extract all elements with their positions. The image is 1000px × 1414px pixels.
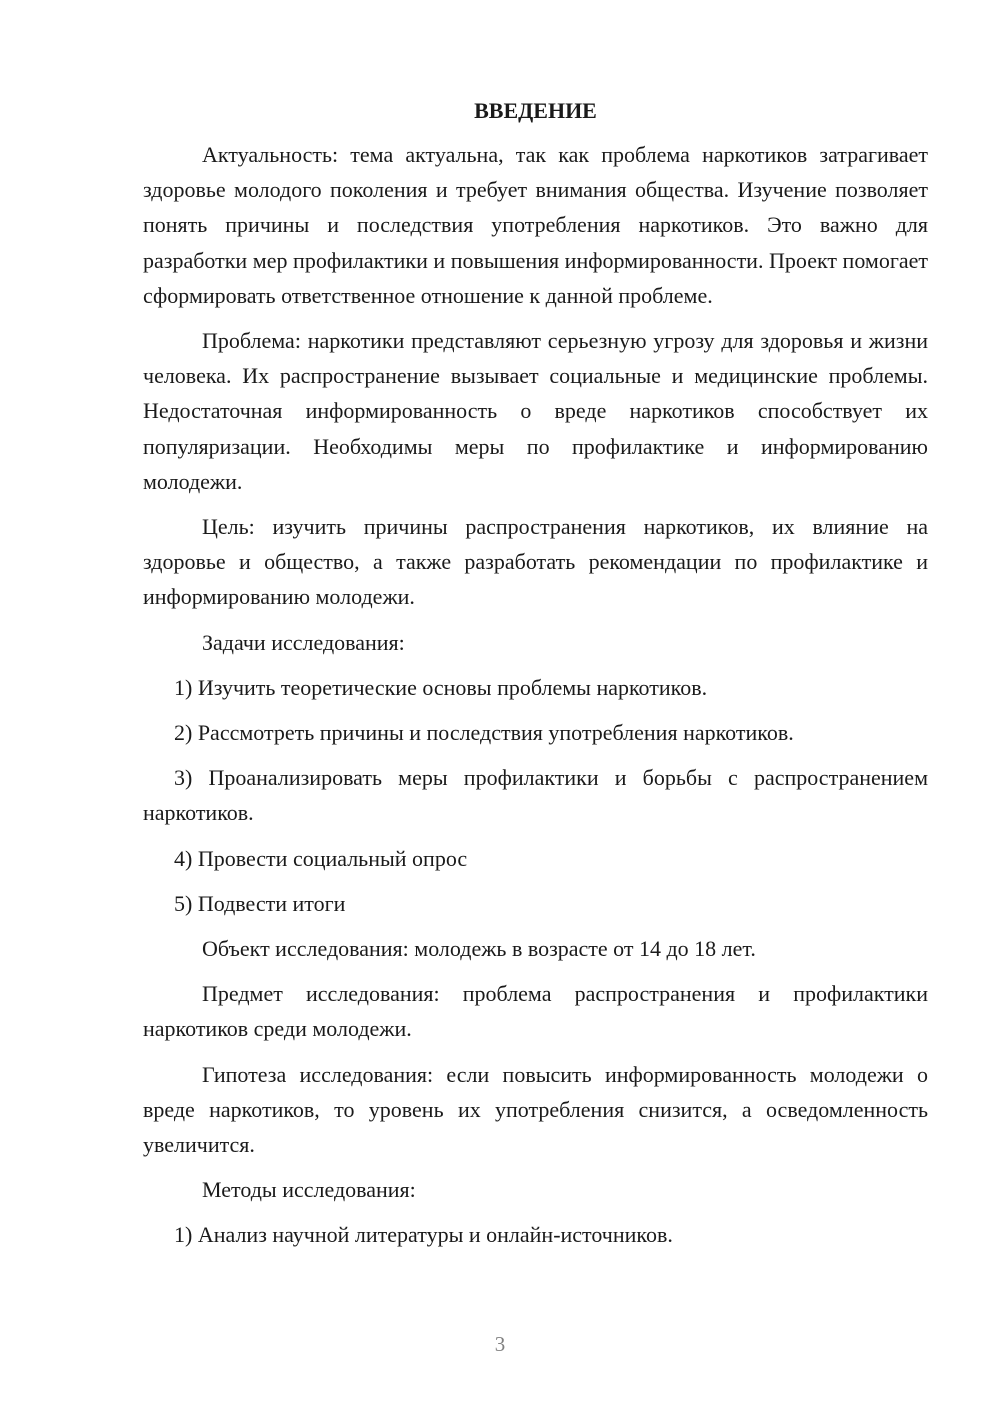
- relevance-paragraph: Актуальность: тема актуальна, так как проблема наркотиков затрагивает здоровье молодого поколения и требует внимания общества. Изучение позволяет понять причины и последствия употребления наркотиков. Это важно для разработки мер профилактики и повышения информированности. Проект помогает сформировать ответственное отношение к данной проблеме.: [143, 142, 928, 308]
- methods-heading: Методы исследования:: [202, 1177, 416, 1203]
- hypothesis-paragraph: Гипотеза исследования: если повысить информированность молодежи о вреде наркотиков, то уровень их употребления снизится, а осведомленность увеличится.: [143, 1061, 928, 1158]
- goal-paragraph: Цель: изучить причины распространения наркотиков, их влияние на здоровье и общество, а также разработать рекомендации по профилактике и информированию молодежи.: [143, 514, 928, 610]
- task-item-1: 1) Изучить теоретические основы проблемы наркотиков.: [174, 674, 708, 700]
- tasks-heading: Задачи исследования:: [202, 629, 405, 655]
- object-paragraph: Объект исследования: молодежь в возрасте от 14 до 18 лет.: [202, 936, 756, 962]
- page-content: [143, 96, 928, 1263]
- task-item-5: 5) Подвести итоги: [174, 890, 346, 916]
- subject-paragraph: Предмет исследования: проблема распространения и профилактики наркотиков среди молодежи.: [143, 981, 928, 1042]
- section-title: ВВЕДЕНИЕ: [474, 98, 597, 123]
- page-number: 3: [494, 1332, 506, 1356]
- task-item-4: 4) Провести социальный опрос: [174, 845, 468, 871]
- method-item-1: 1) Анализ научной литературы и онлайн-источников.: [174, 1222, 673, 1248]
- task-item-2: 2) Рассмотреть причины и последствия употребления наркотиков.: [174, 720, 794, 746]
- problem-paragraph: Проблема: наркотики представляют серьезную угрозу для здоровья и жизни человека. Их распространение вызывает социальные и медицинские проблемы. Недостаточная информированность о вреде наркотиков способствует их популяризации. Необходимы меры по профилактике и информированию молодежи.: [143, 328, 928, 494]
- task-item-3: 3) Проанализировать меры профилактики и борьбы с распространением наркотиков.: [143, 765, 928, 826]
